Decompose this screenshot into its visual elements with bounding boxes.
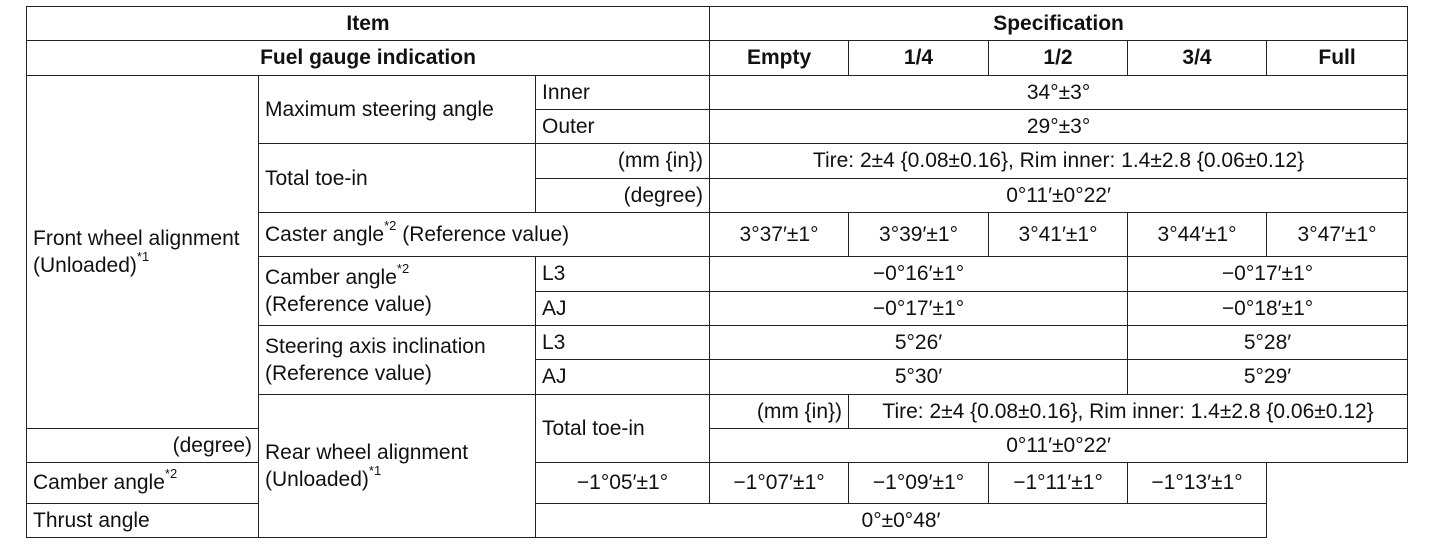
inner-label: Inner xyxy=(536,75,710,109)
fuel-gauge-row xyxy=(27,41,1408,75)
rear-camber-value-empty: −1°05′±1° xyxy=(536,463,710,503)
sai-aj-value-a: 5°30′ xyxy=(710,360,1128,394)
table-row xyxy=(27,428,1408,462)
front-toe-in-label: Total toe-in xyxy=(259,144,536,213)
level-empty: Empty xyxy=(710,41,849,75)
rear-wheel-alignment-label: Rear wheel alignment (Unloaded)$^{*1}$ xyxy=(259,394,536,537)
level-three-quarter: 3/4 xyxy=(1128,41,1267,75)
level-full: Full xyxy=(1267,41,1408,75)
header-row xyxy=(27,7,1408,41)
wheel-alignment-spec-table xyxy=(26,6,1408,538)
front-camber-l3-value-b: −0°17′±1° xyxy=(1128,257,1408,291)
rear-camber-label: Camber angle$^{*2}$ xyxy=(27,463,536,503)
thrust-angle-value: 0°±0°48′ xyxy=(536,503,1267,537)
thrust-angle-label: Thrust angle xyxy=(27,503,536,537)
front-camber-aj-value-b: −0°18′±1° xyxy=(1128,291,1408,325)
rear-toe-deg-label: (degree) xyxy=(27,428,259,462)
caster-value-quarter: 3°39′±1° xyxy=(849,212,989,256)
item-header: Item xyxy=(27,7,710,41)
sai-label: Steering axis inclination (Reference value) xyxy=(259,325,536,394)
rear-toe-mm-label: (mm {in}) xyxy=(710,394,849,428)
front-toe-mm-label: (mm {in}) xyxy=(536,144,710,178)
rear-toe-in-label: Total toe-in xyxy=(536,394,710,463)
caster-angle-label: Caster angle$^{*2}$ (Reference value) xyxy=(259,212,710,256)
table-row xyxy=(27,463,1408,503)
front-camber-aj-label: AJ xyxy=(536,291,710,325)
rear-camber-value-full: −1°13′±1° xyxy=(1128,463,1267,503)
front-camber-label: Camber angle$^{*2}$ (Reference value) xyxy=(259,257,536,326)
front-toe-deg-value: 0°11′±0°22′ xyxy=(710,178,1408,212)
caster-value-empty: 3°37′±1° xyxy=(710,212,849,256)
front-wheel-alignment-label: Front wheel alignment (Unloaded)$^{*1}$ xyxy=(27,75,259,428)
sai-l3-label: L3 xyxy=(536,325,710,359)
specification-header: Specification xyxy=(710,7,1408,41)
front-camber-aj-value-a: −0°17′±1° xyxy=(710,291,1128,325)
level-quarter: 1/4 xyxy=(849,41,989,75)
sai-l3-value-a: 5°26′ xyxy=(710,325,1128,359)
rear-camber-value-quarter: −1°07′±1° xyxy=(710,463,849,503)
inner-value: 34°±3° xyxy=(710,75,1408,109)
rear-camber-value-three-quarter: −1°11′±1° xyxy=(989,463,1128,503)
sai-l3-value-b: 5°28′ xyxy=(1128,325,1408,359)
front-camber-l3-label: L3 xyxy=(536,257,710,291)
sai-aj-value-b: 5°29′ xyxy=(1128,360,1408,394)
front-toe-mm-value: Tire: 2±4 {0.08±0.16}, Rim inner: 1.4±2.8 {0.06±0.12} xyxy=(710,144,1408,178)
caster-value-full: 3°47′±1° xyxy=(1267,212,1408,256)
front-camber-l3-value-a: −0°16′±1° xyxy=(710,257,1128,291)
rear-camber-value-half: −1°09′±1° xyxy=(849,463,989,503)
caster-value-half: 3°41′±1° xyxy=(989,212,1128,256)
outer-value: 29°±3° xyxy=(710,109,1408,143)
table-row xyxy=(27,503,1408,537)
front-toe-deg-label: (degree) xyxy=(536,178,710,212)
fuel-gauge-label: Fuel gauge indication xyxy=(27,41,710,75)
rear-toe-mm-value: Tire: 2±4 {0.08±0.16}, Rim inner: 1.4±2.8 {0.06±0.12} xyxy=(849,394,1408,428)
outer-label: Outer xyxy=(536,109,710,143)
sai-aj-label: AJ xyxy=(536,360,710,394)
max-steering-angle-label: Maximum steering angle xyxy=(259,75,536,144)
caster-value-three-quarter: 3°44′±1° xyxy=(1128,212,1267,256)
level-half: 1/2 xyxy=(989,41,1128,75)
rear-toe-deg-value: 0°11′±0°22′ xyxy=(710,428,1408,462)
table-row xyxy=(27,75,1408,109)
